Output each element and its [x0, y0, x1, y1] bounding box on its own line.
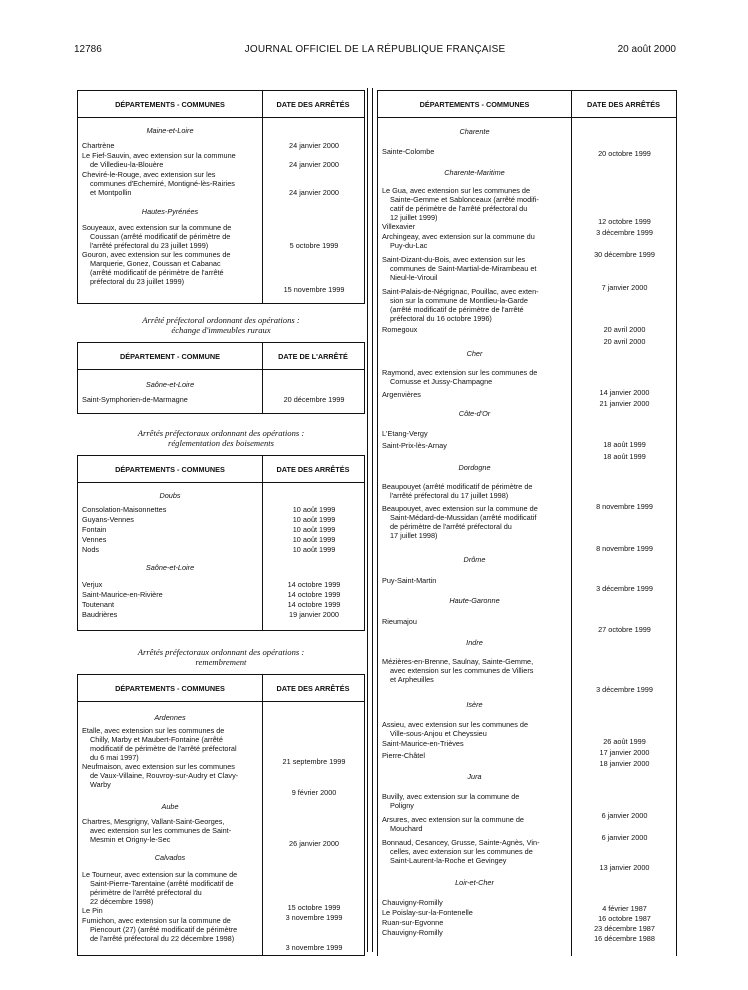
running-header [74, 44, 676, 56]
dept-heading: Calvados [154, 853, 186, 862]
list-item: Le Tourneur, avec extension sur la commune de Saint-Pierre-Tarentaine (arrêté modificatif de périmètre de l'arrêté préfectoral du 22 décembre 1998) [82, 870, 238, 906]
list-item: Sainte-Colombe [382, 147, 435, 156]
date-cell: 10 août 1999 [292, 545, 336, 554]
col-header-dates: DATE DES ARRÊTÉS [276, 99, 350, 109]
dept-heading: Drôme [463, 555, 486, 564]
dept-heading: Loir-et-Cher [455, 878, 494, 887]
dept-heading: Maine-et-Loire [146, 126, 194, 135]
date-cell: 10 août 1999 [292, 535, 336, 544]
date-cell: 24 janvier 2000 [289, 141, 339, 150]
list-item: Saint-Maurice-en-Rivière [82, 590, 163, 599]
date-cell: 14 octobre 1999 [287, 590, 341, 599]
list-item: Fumichon, avec extension sur la commune de Piencourt (27) (arrêté modificatif de périmètre de l'arrêté préfectoral du 22 décembre 1998) [82, 916, 238, 943]
list-item: Le Pin [82, 906, 103, 915]
dept-heading: Charente [459, 127, 490, 136]
date-cell: 20 décembre 1999 [283, 395, 345, 404]
list-item: Puy-Saint-Martin [382, 576, 437, 585]
list-item: Mézières-en-Brenne, Saulnay, Sainte-Gemme, avec extension sur les communes de Villiers et Arpheuilles [382, 657, 534, 684]
list-item: Chartres, Mesgrigny, Vallant-Saint-Georges, avec extension sur les communes de Saint- Mesmin et Origny-le-Sec [82, 817, 232, 844]
date-cell: 17 janvier 2000 [599, 748, 650, 757]
list-item: Chartrène [82, 141, 115, 150]
date-cell: 3 novembre 1999 [285, 913, 343, 922]
date-cell: 10 août 1999 [292, 525, 336, 534]
date-cell: 26 août 1999 [603, 737, 646, 746]
date-cell: 21 janvier 2000 [599, 399, 650, 408]
list-item: Cheviré-le-Rouge, avec extension sur les communes d'Echemiré, Montigné-lès-Rairies et Montpollin [82, 170, 235, 197]
list-item: Consolation-Maisonnettes [82, 505, 167, 514]
list-item: Le Gua, avec extension sur les communes de Sainte-Gemme et Sablonceaux (arrêté modifi- catif de périmètre de l'arrêté préfectoral du 12 juillet 1999) [382, 186, 539, 222]
list-item: Guyans-Vennes [82, 515, 134, 524]
date-cell: 19 janvier 2000 [289, 610, 339, 619]
date-cell: 14 octobre 1999 [287, 600, 341, 609]
col-header-date: DATE DE L'ARRÊTÉ [278, 351, 348, 361]
caption-remembrement: Arrêtés préfectoraux ordonnant des opérations : remembrement [137, 647, 305, 667]
list-item: Romegoux [382, 325, 418, 334]
caption-echange: Arrêté préfectoral ordonnant des opérations : échange d'immeubles ruraux [142, 315, 300, 335]
list-item: Etalle, avec extension sur les communes de Chilly, Marby et Maubert-Fontaine (arrêté modificatif de périmètre de l'arrêté préfectoral du 6 mai 1997) [82, 726, 237, 762]
list-item: Saint-Prix-lès-Arnay [382, 441, 447, 450]
date-cell: 3 décembre 1999 [596, 685, 653, 694]
list-item: Saint-Palais-de-Négrignac, Pouillac, avec exten- sion sur la commune de Montlieu-la-Garde (arrêté modificatif de périmètre de l'arrêté préfectoral du 16 octobre 1996) [382, 287, 539, 323]
table-remembrement-left [77, 674, 365, 956]
list-item: Saint-Dizant-du-Bois, avec extension sur les communes de Saint-Martial-de-Mirambeau et Nieul-le-Virouil [382, 255, 537, 282]
list-item: Nods [82, 545, 100, 554]
list-item: Le Poislay-sur-la-Fontenelle [382, 908, 473, 917]
list-item: Fontain [82, 525, 107, 534]
date-cell: 3 novembre 1999 [285, 943, 343, 952]
list-item: Saint-Maurice-en-Trièves [382, 739, 464, 748]
date-cell: 20 avril 2000 [603, 337, 646, 346]
table-boisements [77, 455, 365, 631]
date-cell: 20 octobre 1999 [598, 149, 651, 158]
date-cell: 23 décembre 1987 [594, 924, 655, 933]
date-cell: 6 janvier 2000 [601, 811, 648, 820]
col-header-communes: DÉPARTEMENTS - COMMUNES [115, 683, 225, 693]
list-item: Beaupouyet, avec extension sur la commune de Saint-Médard-de-Mussidan (arrêté modificatif de périmètre de l'arrêté préfectoral du 17 juillet 1998) [382, 504, 538, 540]
date-cell: 3 décembre 1999 [596, 584, 653, 593]
list-item: Le Fief-Sauvin, avec extension sur la commune de Villedieu-la-Blouère [82, 151, 236, 169]
list-item: Villexavier [382, 222, 416, 231]
list-item: Vennes [82, 535, 107, 544]
list-item: Verjux [82, 580, 103, 589]
date-cell: 18 janvier 2000 [599, 759, 650, 768]
list-item: Ruan-sur-Egvonne [382, 918, 444, 927]
date-cell: 16 décembre 1988 [594, 934, 655, 943]
date-cell: 15 novembre 1999 [283, 285, 345, 294]
dept-heading: Saône-et-Loire [145, 380, 195, 389]
list-item: Chauvigny-Romilly [382, 898, 443, 907]
col-header-communes: DÉPARTEMENTS - COMMUNES [115, 464, 225, 474]
date-cell: 10 août 1999 [292, 515, 336, 524]
date-cell: 18 août 1999 [603, 440, 646, 449]
date-cell: 10 août 1999 [292, 505, 336, 514]
journal-title: JOURNAL OFFICIEL DE LA RÉPUBLIQUE FRANÇAISE [244, 44, 506, 55]
dept-heading: Doubs [159, 491, 181, 500]
col-header-communes: DÉPARTEMENTS - COMMUNES [115, 99, 225, 109]
list-item: Raymond, avec extension sur les communes de Cornusse et Jussy-Champagne [382, 368, 538, 386]
col-header-communes: DÉPARTEMENTS - COMMUNES [419, 99, 530, 109]
date-cell: 6 janvier 2000 [601, 833, 648, 842]
dept-heading: Hautes-Pyrénées [141, 207, 199, 216]
date-cell: 24 janvier 2000 [289, 160, 339, 169]
list-item: Toutenant [82, 600, 115, 609]
list-item: Saint-Symphorien-de-Marmagne [82, 395, 188, 404]
caption-boisements: Arrêtés préfectoraux ordonnant des opérations : réglementation des boisements [137, 428, 305, 448]
issue-date: 20 août 2000 [617, 44, 676, 55]
list-item: L'Etang-Vergy [382, 429, 428, 438]
dept-heading: Cher [466, 349, 483, 358]
list-item: Rieumajou [382, 617, 417, 626]
dept-heading: Saône-et-Loire [145, 563, 195, 572]
date-cell: 30 décembre 1999 [594, 250, 655, 259]
date-cell: 14 janvier 2000 [599, 388, 650, 397]
list-item: Bonnaud, Cesancey, Grusse, Sainte-Agnès, Vin- celles, avec extension sur les communes de Saint-Laurent-la-Roche et Gevingey [382, 838, 540, 865]
dept-heading: Haute-Garonne [449, 596, 500, 605]
date-cell: 14 octobre 1999 [287, 580, 341, 589]
list-item: Archingeay, avec extension sur la commune du Puy-du-Lac [382, 232, 535, 250]
date-cell: 8 novembre 1999 [596, 544, 653, 553]
dept-heading: Indre [466, 638, 483, 647]
list-item: Baudrières [82, 610, 118, 619]
dept-heading: Isère [466, 700, 483, 709]
list-item: Neufmaison, avec extension sur les communes de Vaux-Villaine, Rouvroy-sur-Audry et Clavy- Warby [82, 762, 239, 789]
dept-heading: Côte-d'Or [458, 409, 491, 418]
list-item: Pierre-Châtel [382, 751, 425, 760]
list-item: Chauvigny-Romilly [382, 928, 443, 937]
list-item: Arsures, avec extension sur la commune de Mouchard [382, 815, 524, 833]
date-cell: 20 avril 2000 [603, 325, 646, 334]
dept-heading: Charente-Maritime [444, 168, 505, 177]
table-remembrement-right [377, 90, 677, 956]
date-cell: 18 août 1999 [603, 452, 646, 461]
date-cell: 21 septembre 1999 [282, 757, 346, 766]
page-number: 12786 [74, 44, 102, 55]
col-header-commune: DÉPARTEMENT - COMMUNE [120, 351, 220, 361]
col-header-dates: DATE DES ARRÊTÉS [276, 683, 350, 693]
date-cell: 26 janvier 2000 [289, 839, 339, 848]
list-item: Souyeaux, avec extension sur la commune de Coussan (arrêté modificatif de périmètre de l'arrêté préfectoral du 23 juillet 1999) [82, 223, 232, 250]
date-cell: 12 octobre 1999 [598, 217, 651, 226]
date-cell: 13 janvier 2000 [599, 863, 650, 872]
list-item: Gouron, avec extension sur les communes de Marquerie, Gonez, Coussan et Cabanac (arrêté modificatif de périmètre de l'arrêté préfectoral du 23 juillet 1999) [82, 250, 231, 286]
list-item: Assieu, avec extension sur les communes de Ville-sous-Anjou et Cheyssieu [382, 720, 529, 738]
col-header-dates: DATE DES ARRÊTÉS [276, 464, 350, 474]
table-maine-hautes [77, 90, 365, 304]
list-item: Buvilly, avec extension sur la commune de Poligny [382, 792, 520, 810]
date-cell: 24 janvier 2000 [289, 188, 339, 197]
date-cell: 3 décembre 1999 [596, 228, 653, 237]
date-cell: 9 février 2000 [291, 788, 337, 797]
date-cell: 5 octobre 1999 [289, 241, 339, 250]
date-cell: 4 février 1987 [602, 904, 647, 913]
dept-heading: Ardennes [154, 713, 186, 722]
column-divider [367, 88, 373, 952]
col-header-dates: DATE DES ARRÊTÉS [587, 99, 660, 109]
list-item: Beaupouyet (arrêté modificatif de périmètre de l'arrêté préfectoral du 17 juillet 1998) [382, 482, 533, 500]
date-cell: 7 janvier 2000 [601, 283, 648, 292]
dept-heading: Dordogne [458, 463, 491, 472]
table-echange [77, 342, 365, 414]
table-header [78, 91, 364, 118]
date-cell: 16 octobre 1987 [598, 914, 651, 923]
dept-heading: Aube [161, 802, 179, 811]
date-cell: 8 novembre 1999 [596, 502, 653, 511]
date-cell: 15 octobre 1999 [287, 903, 341, 912]
list-item: Argenvières [382, 390, 421, 399]
dept-heading: Jura [467, 772, 482, 781]
date-cell: 27 octobre 1999 [598, 625, 651, 634]
